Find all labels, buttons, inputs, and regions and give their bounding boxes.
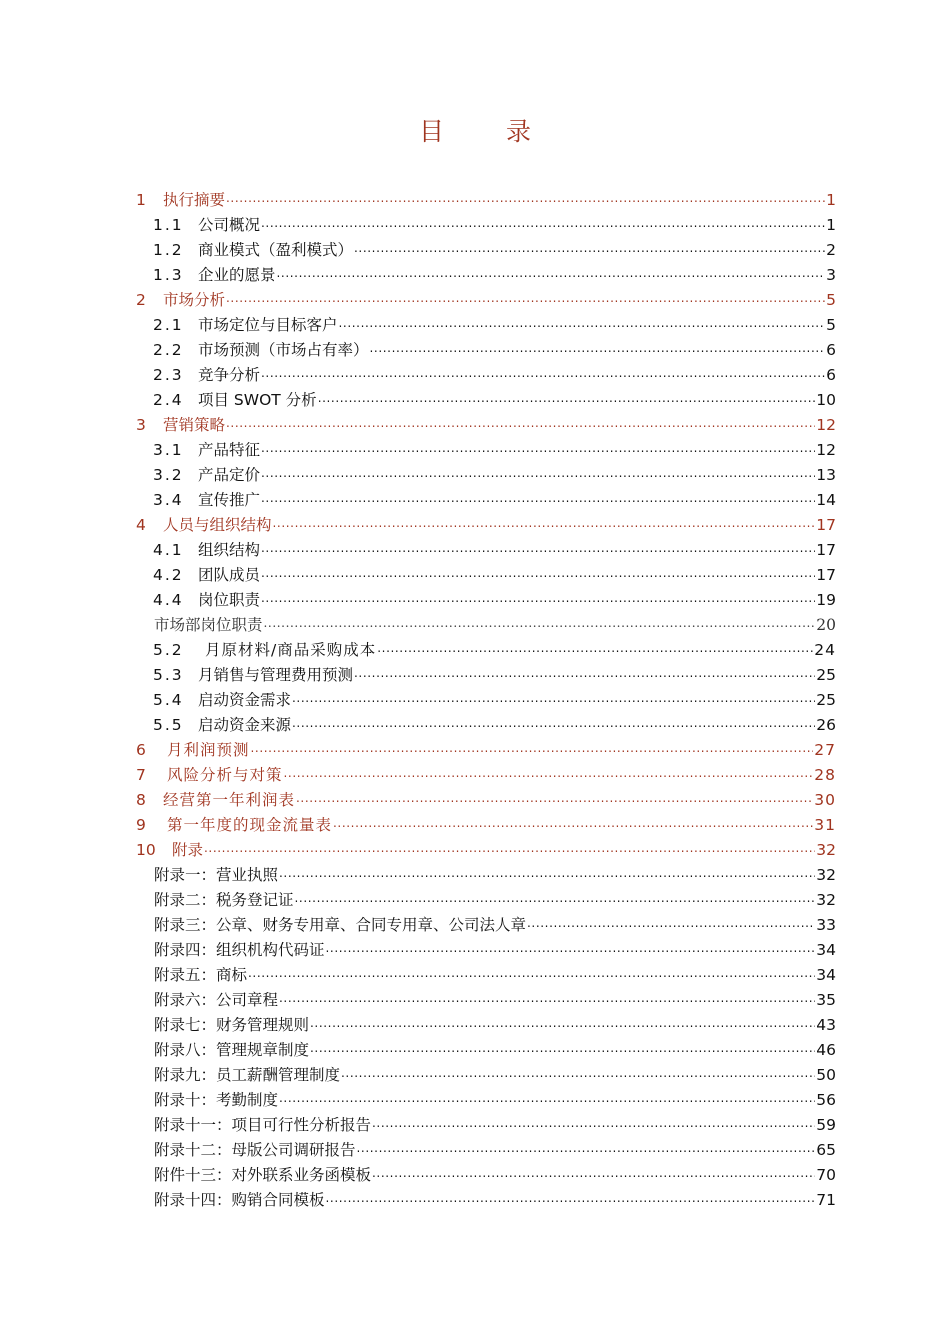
toc-entry-page: 20 (816, 616, 836, 634)
toc-entry-level2[interactable] (153, 711, 836, 735)
toc-entry-page: 32 (816, 841, 836, 859)
dot-leader (226, 190, 825, 210)
toc-title-char-1: 目 (418, 117, 444, 146)
toc-entry-page: 33 (816, 916, 836, 934)
toc-entry-page: 10 (816, 391, 836, 409)
toc-entry-appendix[interactable] (154, 1011, 836, 1035)
toc-entry-text: 启动资金来源 (198, 716, 292, 734)
toc-entry-number: 5.4 (153, 691, 184, 709)
dot-leader (357, 1140, 816, 1160)
dot-leader (341, 1065, 815, 1085)
toc-entry-page: 24 (814, 641, 836, 659)
toc-entry-text: 附录一：营业执照 (154, 866, 279, 884)
toc-entry-page: 17 (816, 541, 836, 559)
toc-entry-page: 1 (826, 191, 836, 209)
toc-entry-number: 5.2 (153, 641, 184, 659)
toc-entry-level1[interactable] (136, 786, 836, 810)
toc-entry-text: 宣传推广 (198, 491, 261, 509)
toc-entry-text: 公司概况 (198, 216, 261, 234)
dot-leader (248, 965, 815, 985)
toc-entry-number: 1 (136, 191, 146, 209)
toc-entry-appendix[interactable] (154, 1086, 836, 1110)
toc-entry-number: 4 (136, 516, 146, 534)
toc-entry-level2[interactable] (153, 661, 836, 685)
toc-entry-appendix[interactable] (154, 1186, 836, 1210)
toc-entry-number: 3.2 (153, 466, 184, 484)
toc-entry-text: 附录十二：母版公司调研报告 (154, 1141, 356, 1159)
toc-entry-text: 月原材料/商品采购成本 (205, 641, 377, 659)
toc-entry-text: 岗位职责 (198, 591, 261, 609)
toc-entry-page: 12 (816, 416, 836, 434)
toc-entry-appendix[interactable] (154, 936, 836, 960)
toc-entry-number: 2 (136, 291, 146, 309)
dot-leader (261, 490, 815, 510)
toc-entry-text: 附录十：考勤制度 (154, 1091, 279, 1109)
toc-entry-number: 5.3 (153, 666, 184, 684)
toc-entry-level2[interactable] (153, 236, 836, 260)
toc-entry-level2[interactable] (153, 336, 836, 360)
toc-entry-text: 附录七：财务管理规则 (154, 1016, 310, 1034)
toc-entry-page: 17 (816, 516, 836, 534)
toc-entry-text: 市场预测（市场占有率） (198, 341, 369, 359)
dot-leader (204, 840, 815, 860)
toc-entry-text: 组织结构 (198, 541, 261, 559)
toc-entry-page: 6 (826, 341, 836, 359)
dot-leader (251, 740, 814, 760)
toc-entry-number: 3.1 (153, 441, 184, 459)
toc-entry-page: 3 (826, 266, 836, 284)
toc-entry-level2[interactable] (153, 261, 836, 285)
toc-entry-level2[interactable] (153, 361, 836, 385)
toc-entry-text: 市场部岗位职责 (154, 616, 263, 634)
dot-leader (261, 365, 825, 385)
dot-leader (372, 1115, 815, 1135)
toc-entry-page: 1 (826, 216, 836, 234)
dot-leader (310, 1015, 815, 1035)
toc-entry-level1[interactable] (136, 811, 836, 835)
toc-entry-level1[interactable] (136, 836, 836, 860)
toc-entry-page: 65 (816, 1141, 836, 1159)
toc-entry-page: 13 (816, 466, 836, 484)
toc-entry-text: 启动资金需求 (198, 691, 292, 709)
toc-entry-level1[interactable] (136, 511, 836, 535)
toc-entry-page: 30 (814, 791, 836, 809)
toc-entry-page: 14 (816, 491, 836, 509)
toc-entry-text: 营销策略 (163, 416, 226, 434)
toc-entry-number: 4.4 (153, 591, 184, 609)
dot-leader (277, 265, 826, 285)
toc-entry-text: 附录九：员工薪酬管理制度 (154, 1066, 341, 1084)
toc-entry-number: 3 (136, 416, 146, 434)
toc-entry-number: 1.1 (153, 216, 184, 234)
toc-entry-level2[interactable] (153, 561, 836, 585)
toc-entry-page: 70 (816, 1166, 836, 1184)
toc-entry-text: 市场分析 (163, 291, 226, 309)
toc-entry-page: 34 (816, 966, 836, 984)
toc-entry-level1[interactable] (136, 411, 836, 435)
toc-entry-text: 人员与组织结构 (163, 516, 272, 534)
dot-leader (261, 565, 815, 585)
toc-entry-page: 12 (816, 441, 836, 459)
toc-entry-appendix[interactable] (154, 886, 836, 910)
toc-entry-page: 5 (826, 316, 836, 334)
dot-leader (527, 915, 815, 935)
toc-entry-text: 团队成员 (198, 566, 261, 584)
toc-entry-text: 附录四：组织机构代码证 (154, 941, 325, 959)
toc-entry-number: 5.5 (153, 716, 184, 734)
toc-entry-level1[interactable] (136, 186, 836, 210)
toc-entry-text: 执行摘要 (163, 191, 226, 209)
toc-entry-level2[interactable] (153, 536, 836, 560)
toc-entry-page: 50 (816, 1066, 836, 1084)
toc-entry-text: 风险分析与对策 (167, 766, 283, 784)
toc-entry-level2[interactable] (153, 311, 836, 335)
dot-leader (226, 415, 815, 435)
toc-entry-number: 10 (136, 841, 156, 859)
toc-entry-appendix[interactable] (154, 1036, 836, 1060)
toc-entry-level2[interactable] (153, 461, 836, 485)
toc-entry-page: 26 (816, 716, 836, 734)
toc-entry-level2[interactable] (153, 636, 836, 660)
dot-leader (261, 540, 815, 560)
toc-entry-page: 17 (816, 566, 836, 584)
dot-leader (279, 865, 815, 885)
dot-leader (377, 640, 813, 660)
toc-entry-appendix[interactable] (154, 1161, 836, 1185)
toc-entry-page: 19 (816, 591, 836, 609)
toc-entry-text: 附录 (172, 841, 204, 859)
toc-entry-page: 71 (816, 1191, 836, 1209)
toc-entry-text: 项目 SWOT 分析 (198, 391, 317, 409)
toc-entry-page: 34 (816, 941, 836, 959)
toc-entry-appendix[interactable] (154, 1111, 836, 1135)
dot-leader (318, 390, 816, 410)
toc-entry-appendix[interactable] (154, 911, 836, 935)
toc-entry-text: 企业的愿景 (198, 266, 276, 284)
dot-leader (264, 615, 816, 635)
toc-entry-page: 35 (816, 991, 836, 1009)
dot-leader (326, 940, 816, 960)
toc-entry-text: 经营第一年利润表 (163, 791, 296, 809)
dot-leader (370, 340, 826, 360)
toc-title-char-2: 录 (506, 117, 532, 146)
toc-entry-number: 2.3 (153, 366, 184, 384)
toc-entry-text: 产品特征 (198, 441, 261, 459)
toc-entry-text: 附录十一：项目可行性分析报告 (154, 1116, 372, 1134)
toc-entry-page: 5 (826, 291, 836, 309)
dot-leader (354, 240, 825, 260)
toc-entry-number: 2.1 (153, 316, 184, 334)
toc-entry-text: 附录六：公司章程 (154, 991, 279, 1009)
toc-entry-number: 4.2 (153, 566, 184, 584)
toc-entry-appendix[interactable] (154, 1061, 836, 1085)
toc-entry-text: 附录五：商标 (154, 966, 248, 984)
toc-entry-text: 附录三：公章、财务专用章、合同专用章、公司法人章 (154, 916, 527, 934)
toc-entry-text: 市场定位与目标客户 (198, 316, 338, 334)
toc-entry-page: 25 (816, 666, 836, 684)
toc-entry-page: 2 (826, 241, 836, 259)
toc-entry-text: 月销售与管理费用预测 (198, 666, 354, 684)
dot-leader (261, 465, 815, 485)
toc-entry-text: 附录八：管理规章制度 (154, 1041, 310, 1059)
toc-entry-level1[interactable] (136, 761, 836, 785)
dot-leader (292, 715, 815, 735)
toc-entry-level3[interactable] (154, 611, 836, 635)
toc-entry-page: 25 (816, 691, 836, 709)
toc-entry-number: 2.2 (153, 341, 184, 359)
dot-leader (279, 1090, 815, 1110)
toc-entry-appendix[interactable] (154, 961, 836, 985)
dot-leader (354, 665, 815, 685)
toc-entry-appendix[interactable] (154, 986, 836, 1010)
toc-entry-number: 6 (136, 741, 147, 759)
dot-leader (261, 440, 815, 460)
toc-entry-text: 附件十三：对外联系业务函模板 (154, 1166, 372, 1184)
dot-leader (310, 1040, 815, 1060)
dot-leader (372, 1165, 815, 1185)
toc-entry-level1[interactable] (136, 736, 836, 760)
toc-entry-page: 28 (814, 766, 836, 784)
dot-leader (292, 690, 815, 710)
toc-entry-number: 1.3 (153, 266, 184, 284)
toc-entry-level2[interactable] (153, 586, 836, 610)
toc-entry-page: 31 (814, 816, 836, 834)
dot-leader (279, 990, 815, 1010)
toc-entry-page: 46 (816, 1041, 836, 1059)
toc-entry-page: 32 (816, 891, 836, 909)
dot-leader (295, 890, 816, 910)
toc-entry-number: 7 (136, 766, 147, 784)
toc-entry-number: 9 (136, 816, 147, 834)
toc-entry-text: 第一年度的现金流量表 (167, 816, 333, 834)
toc-entry-number: 1.2 (153, 241, 184, 259)
toc-entry-page: 6 (826, 366, 836, 384)
dot-leader (296, 790, 813, 810)
toc-entry-level2[interactable] (153, 486, 836, 510)
dot-leader (326, 1190, 816, 1210)
dot-leader (273, 515, 816, 535)
toc-entry-page: 59 (816, 1116, 836, 1134)
dot-leader (226, 290, 825, 310)
dot-leader (261, 590, 815, 610)
dot-leader (339, 315, 826, 335)
toc-title (0, 112, 950, 148)
toc-entry-number: 4.1 (153, 541, 184, 559)
toc-entry-text: 月利润预测 (167, 741, 250, 759)
toc-entry-level2[interactable] (153, 386, 836, 410)
toc-entry-text: 竞争分析 (198, 366, 261, 384)
toc-entry-number: 8 (136, 791, 147, 809)
toc-entry-level1[interactable] (136, 286, 836, 310)
toc-entry-level2[interactable] (153, 686, 836, 710)
dot-leader (284, 765, 814, 785)
toc-entry-text: 产品定价 (198, 466, 261, 484)
toc-entry-text: 商业模式（盈利模式） (198, 241, 354, 259)
toc-entry-appendix[interactable] (154, 1136, 836, 1160)
dot-leader (333, 815, 813, 835)
toc-entry-level2[interactable] (153, 436, 836, 460)
toc-entry-appendix[interactable] (154, 861, 836, 885)
toc-entry-text: 附录二：税务登记证 (154, 891, 294, 909)
toc-entry-number: 3.4 (153, 491, 184, 509)
toc-entry-page: 32 (816, 866, 836, 884)
toc-entry-text: 附录十四：购销合同模板 (154, 1191, 325, 1209)
toc-entry-page: 56 (816, 1091, 836, 1109)
toc-entry-page: 43 (816, 1016, 836, 1034)
toc-entry-page: 27 (814, 741, 836, 759)
dot-leader (261, 215, 825, 235)
toc-entry-number: 2.4 (153, 391, 184, 409)
toc-entry-level2[interactable] (153, 211, 836, 235)
